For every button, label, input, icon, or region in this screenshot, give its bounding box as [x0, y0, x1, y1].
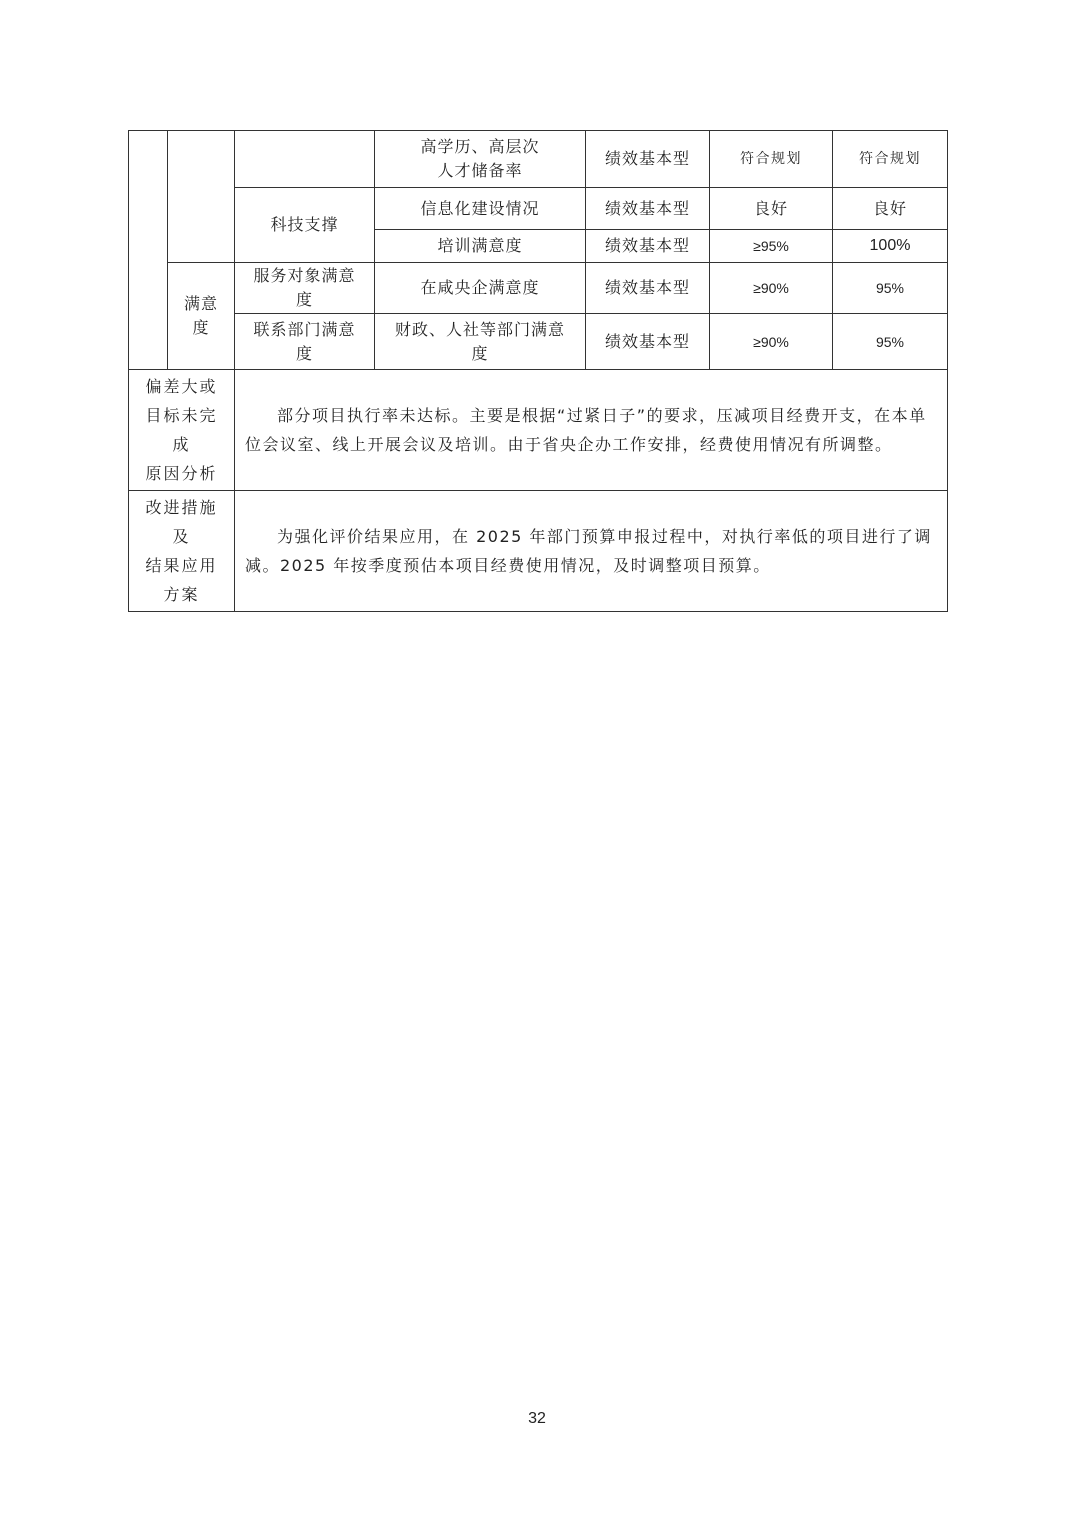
indicator-cell: 信息化建设情况 — [375, 188, 586, 230]
target-cell: 良好 — [710, 188, 833, 230]
target-cell: ≥90% — [710, 263, 833, 314]
actual-cell: 95% — [833, 314, 948, 370]
improvement-label: 改进措施 及 结果应用 方案 — [129, 491, 235, 612]
secondary-indicator-cell: 联系部门满意 度 — [235, 314, 375, 370]
target-cell: ≥90% — [710, 314, 833, 370]
improvement-plan-text: 为强化评价结果应用，在 2025 年部门预算申报过程中，对执行率低的项目进行了调减。2025 年按季度预估本项目经费使用情况，及时调整项目预算。 — [235, 491, 948, 612]
deviation-label: 偏差大或 目标未完 成 原因分析 — [129, 370, 235, 491]
target-cell: 符合规划 — [710, 131, 833, 188]
secondary-indicator-cell: 科技支撑 — [235, 188, 375, 263]
table-row — [129, 314, 948, 370]
deviation-analysis-text: 部分项目执行率未达标。主要是根据“过紧日子”的要求，压减项目经费开支，在本单位会议室、线上开展会议及培训。由于省央企办工作安排，经费使用情况有所调整。 — [235, 370, 948, 491]
type-cell: 绩效基本型 — [586, 131, 710, 188]
table-row — [129, 370, 948, 491]
target-cell: ≥95% — [710, 230, 833, 263]
table-row — [129, 263, 948, 314]
actual-cell: 95% — [833, 263, 948, 314]
table-row — [129, 131, 948, 188]
actual-cell: 良好 — [833, 188, 948, 230]
type-cell: 绩效基本型 — [586, 230, 710, 263]
type-cell: 绩效基本型 — [586, 314, 710, 370]
type-cell: 绩效基本型 — [586, 188, 710, 230]
performance-table — [128, 130, 948, 612]
table-cell-blank — [235, 131, 375, 188]
table-cell-blank — [168, 131, 235, 263]
table-row — [129, 491, 948, 612]
page-number: 32 — [528, 1410, 546, 1427]
table-cell-blank — [129, 131, 168, 370]
primary-indicator-cell: 满意 度 — [168, 263, 235, 370]
indicator-cell: 高学历、高层次 人才储备率 — [375, 131, 586, 188]
table-row — [129, 188, 948, 230]
actual-cell: 符合规划 — [833, 131, 948, 188]
actual-cell: 100% — [833, 230, 948, 263]
type-cell: 绩效基本型 — [586, 263, 710, 314]
indicator-cell: 培训满意度 — [375, 230, 586, 263]
indicator-cell: 在咸央企满意度 — [375, 263, 586, 314]
secondary-indicator-cell: 服务对象满意 度 — [235, 263, 375, 314]
indicator-cell: 财政、人社等部门满意 度 — [375, 314, 586, 370]
